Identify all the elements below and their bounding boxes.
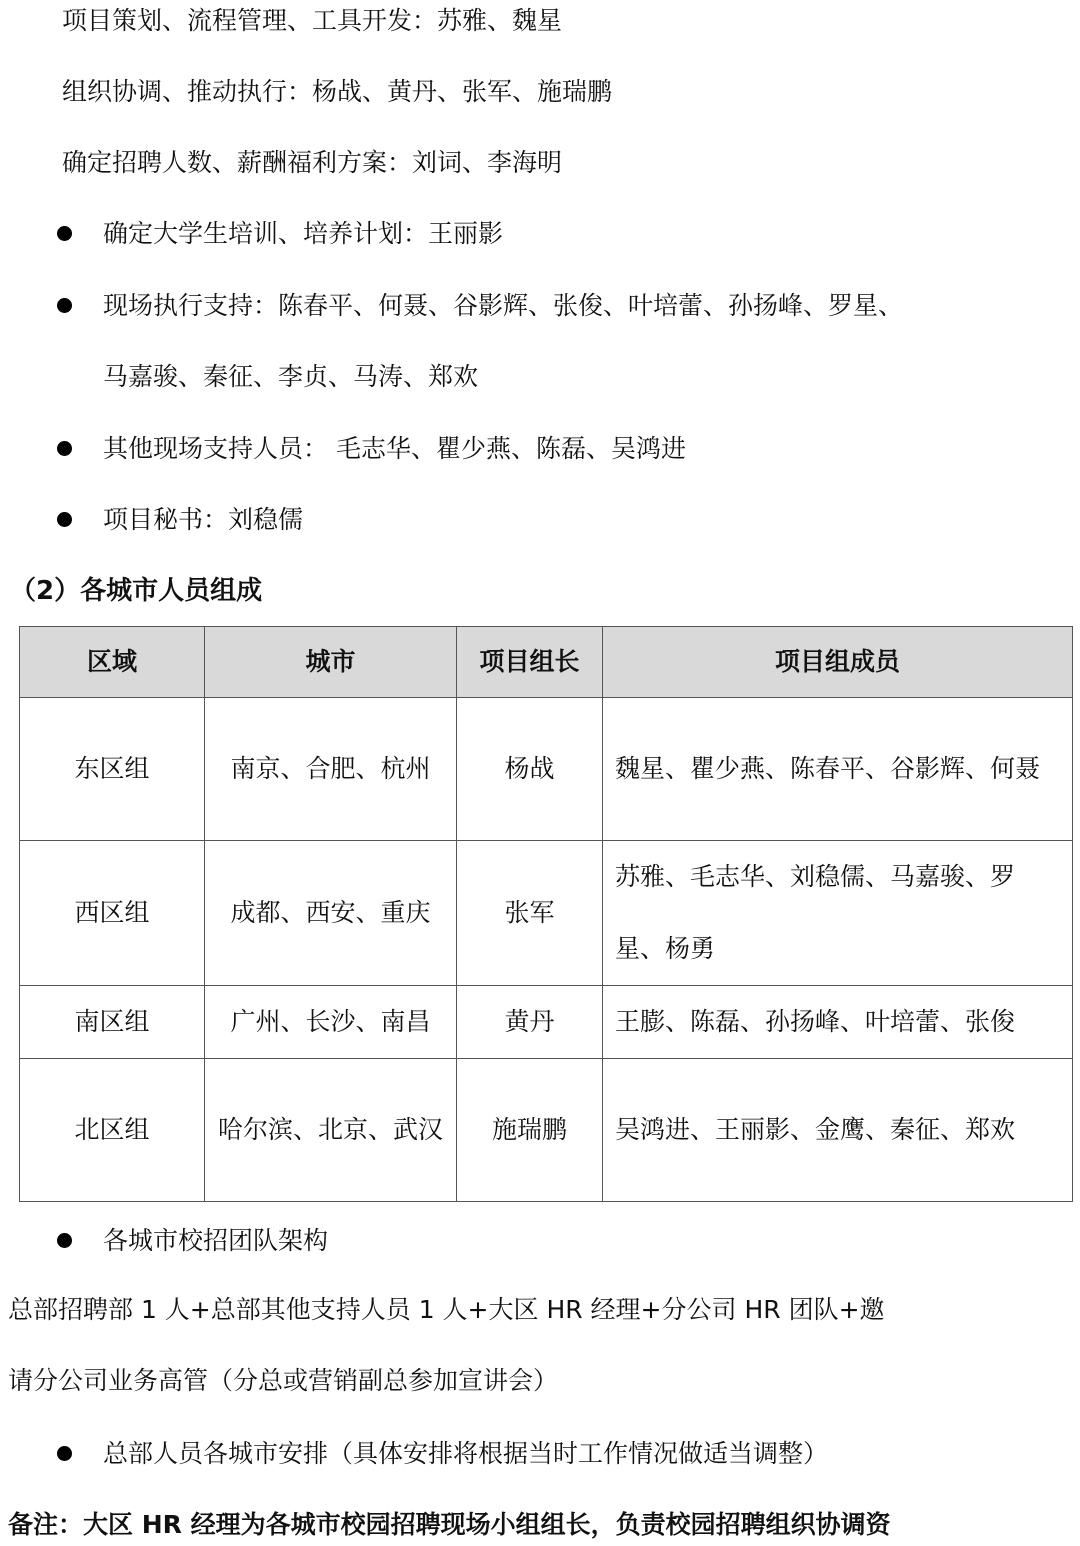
bullet-dot-icon (57, 1446, 72, 1461)
bullet-onsite-support-cont: 马嘉骏、秦征、李贞、马涛、郑欢 (103, 362, 479, 391)
bullet-training-plan: 确定大学生培训、培养计划：王丽影 (103, 219, 504, 248)
cell-members: 王膨、陈磊、孙扬峰、叶培蕾、张俊 (603, 986, 1073, 1059)
table-row (20, 698, 1073, 841)
bullet-dot-icon (57, 298, 72, 313)
cell-cities: 南京、合肥、杭州 (205, 698, 457, 841)
table-row (20, 986, 1073, 1059)
cell-members: 吴鸿进、王丽影、金鹰、秦征、郑欢 (603, 1059, 1073, 1202)
bullet-dot-icon (57, 512, 72, 527)
bullet-team-structure: 各城市校招团队架构 (103, 1226, 329, 1255)
header-members: 项目组成员 (603, 627, 1073, 698)
cell-region: 东区组 (20, 698, 205, 841)
structure-line-1: 总部招聘部 1 人+总部其他支持人员 1 人+大区 HR 经理+分公司 HR 团队+邀 (8, 1295, 885, 1324)
intro-line-coordination: 组织协调、推动执行：杨战、黄丹、张军、施瑞鹏 (62, 77, 613, 106)
bullet-onsite-support: 现场执行支持：陈春平、何聂、谷影辉、张俊、叶培蕾、孙扬峰、罗星、 (103, 291, 904, 320)
cell-region: 西区组 (20, 841, 205, 986)
bullet-secretary: 项目秘书：刘稳儒 (103, 505, 304, 534)
bullet-other-support: 其他现场支持人员： 毛志华、瞿少燕、陈磊、吴鸿进 (103, 434, 686, 463)
cell-leader: 施瑞鹏 (457, 1059, 603, 1202)
structure-line-2: 请分公司业务高管（分总或营销副总参加宣讲会） (8, 1366, 559, 1395)
bullet-hq-arrangement: 总部人员各城市安排（具体安排将根据当时工作情况做适当调整） (103, 1439, 829, 1468)
table-header-row (20, 627, 1073, 698)
table-row (20, 841, 1073, 986)
header-cities: 城市 (205, 627, 457, 698)
cell-leader: 黄丹 (457, 986, 603, 1059)
section-heading: （2）各城市人员组成 (10, 576, 263, 606)
city-team-table (19, 626, 1073, 1202)
header-leader: 项目组长 (457, 627, 603, 698)
cell-region: 南区组 (20, 986, 205, 1059)
header-region: 区域 (20, 627, 205, 698)
intro-line-headcount: 确定招聘人数、薪酬福利方案：刘词、李海明 (62, 148, 563, 177)
cell-cities: 哈尔滨、北京、武汉 (205, 1059, 457, 1202)
bullet-dot-icon (57, 1233, 72, 1248)
remark-note: 备注：大区 HR 经理为各城市校园招聘现场小组组长，负责校园招聘组织协调资 (8, 1510, 891, 1539)
cell-cities: 广州、长沙、南昌 (205, 986, 457, 1059)
cell-leader: 张军 (457, 841, 603, 986)
cell-region: 北区组 (20, 1059, 205, 1202)
cell-leader: 杨战 (457, 698, 603, 841)
bullet-dot-icon (57, 441, 72, 456)
cell-members: 魏星、瞿少燕、陈春平、谷影辉、何聂 (603, 698, 1073, 841)
intro-line-planning: 项目策划、流程管理、工具开发：苏雅、魏星 (62, 6, 563, 35)
bullet-dot-icon (57, 226, 72, 241)
cell-cities: 成都、西安、重庆 (205, 841, 457, 986)
cell-members: 苏雅、毛志华、刘稳儒、马嘉骏、罗星、杨勇 (603, 841, 1073, 986)
table-row (20, 1059, 1073, 1202)
